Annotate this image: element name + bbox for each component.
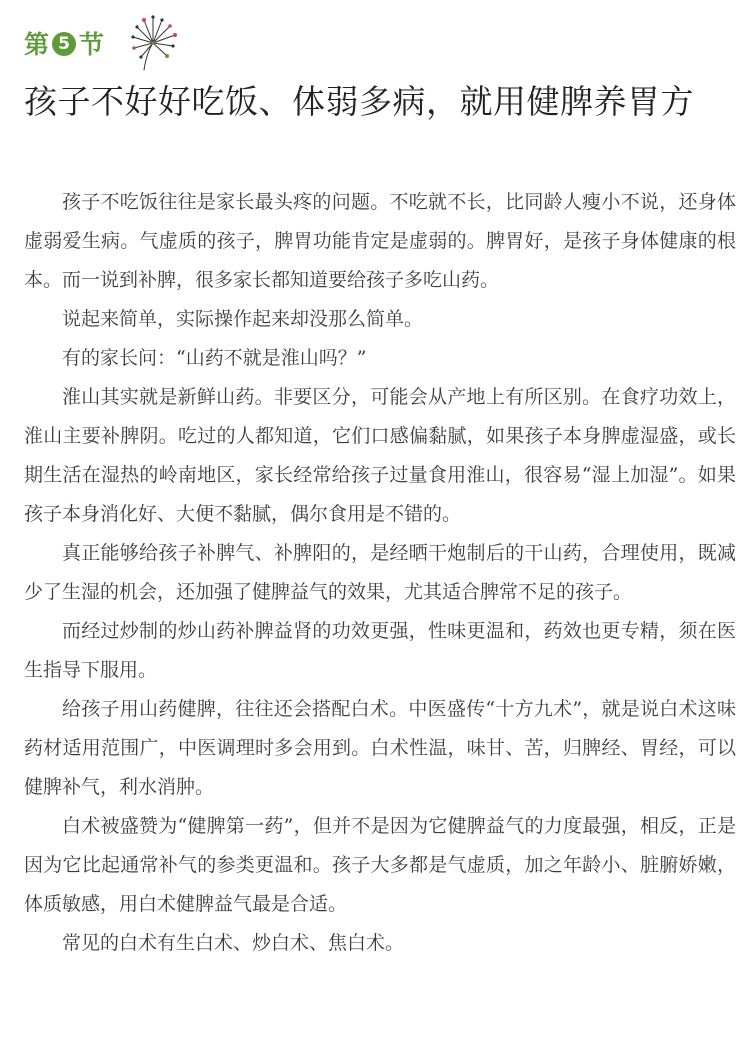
section-number-badge: 5 — [52, 32, 76, 56]
section-label — [24, 29, 105, 59]
section-header — [24, 16, 180, 72]
paragraph: 有的家长问：“山药不就是淮山吗？” — [62, 347, 367, 369]
section-prefix: 第 — [24, 29, 50, 59]
paragraph: 常见的白术有生白术、炒白术、焦白术。 — [62, 932, 405, 954]
article-body — [24, 183, 736, 963]
dandelion-icon — [126, 13, 180, 71]
paragraph: 说起来简单，实际操作起来却没那么简单。 — [62, 308, 424, 330]
page-title: 孩子不好好吃饭、体弱多病，就用健脾养胃方 — [24, 82, 694, 121]
paragraph: 白术被盛赞为“健脾第一药”，但并不是因为它健脾益气的力度最强，相反，正是因为它比起通常补气的参类更温和。孩子大多都是气虚质，加之年龄小、脏腑娇嫩，体质敏感，用白术健脾益气最是合适。 — [24, 815, 736, 915]
paragraph: 而经过炒制的炒山药补脾益肾的功效更强，性味更温和，药效也更专精，须在医生指导下服用。 — [24, 620, 736, 681]
paragraph: 给孩子用山药健脾，往往还会搭配白术。中医盛传“十方九术”，就是说白术这味药材适用范围广，中医调理时多会用到。白术性温，味甘、苦，归脾经、胃经，可以健脾补气，利水消肿。 — [24, 698, 736, 798]
paragraph: 孩子不吃饭往往是家长最头疼的问题。不吃就不长，比同龄人瘦小不说，还身体虚弱爱生病。气虚质的孩子，脾胃功能肯定是虚弱的。脾胃好，是孩子身体健康的根本。而一说到补脾，很多家长都知道要给孩子多吃山药。 — [24, 191, 736, 291]
paragraph: 淮山其实就是新鲜山药。非要区分，可能会从产地上有所区别。在食疗功效上，淮山主要补脾阴。吃过的人都知道，它们口感偏黏腻，如果孩子本身脾虚湿盛，或长期生活在湿热的岭南地区，家长经常给孩子过量食用淮山，很容易“湿上加湿”。如果孩子本身消化好、大便不黏腻，偶尔食用是不错的。 — [24, 386, 736, 525]
paragraph: 真正能够给孩子补脾气、补脾阳的，是经晒干炮制后的干山药，合理使用，既减少了生湿的机会，还加强了健脾益气的效果，尤其适合脾常不足的孩子。 — [24, 542, 736, 603]
section-suffix: 节 — [79, 29, 105, 59]
